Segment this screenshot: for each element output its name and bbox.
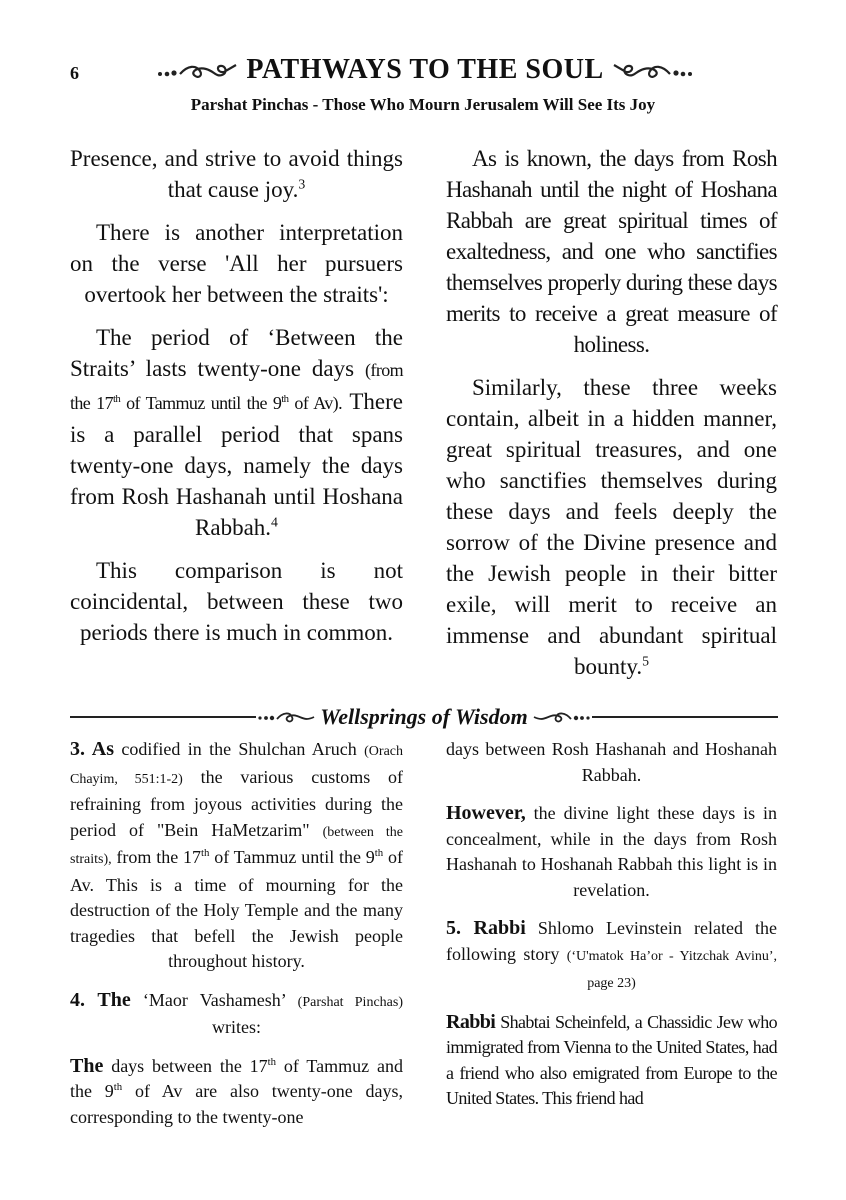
separator-title: Wellsprings of Wisdom bbox=[320, 704, 528, 729]
footnote-continuation: days between Rosh Hashanah and Hoshanah Rabbah. bbox=[446, 739, 777, 785]
left-column bbox=[70, 143, 403, 660]
paragraph: This comparison is not coincidental, between these two periods there is much in common. bbox=[70, 558, 403, 645]
page-subtitle: Parshat Pinchas - Those Who Mourn Jerusalem Will See Its Joy bbox=[190, 95, 656, 114]
paragraph: There is another interpretation on the verse 'All her pursuers overtook her between the straits': bbox=[70, 220, 403, 307]
small-flourish-icon bbox=[256, 708, 316, 726]
footnote-story: Rabbi Shabtai Scheinfeld, a Chassidic Jew who immigrated from Vienna to the United States, had a friend who also emigrated from Europe to the United States. This friend had bbox=[446, 1010, 777, 1108]
page-title: PATHWAYS TO THE SOUL bbox=[246, 54, 604, 85]
footnote-ref: 4 bbox=[271, 514, 278, 530]
header-title-row bbox=[130, 50, 720, 90]
footnotes-right-column bbox=[446, 737, 777, 1125]
footnote-ref: 5 bbox=[642, 653, 650, 669]
paragraph: The period of ‘Between the Straits’ lasts twenty-one days (from the 17th of Tammuz until the 9th of Av). There is a parallel period that spans twenty-one days, namely the days from Rosh Hashanah until Hoshana Rabbah.$^4$ bbox=[70, 325, 404, 540]
footnote-4: 4. The ‘Maor Vashamesh’ (Parshat Pinchas) writes: bbox=[70, 988, 403, 1037]
separator-line bbox=[70, 716, 256, 718]
footnote-4-quote: The days between the 17th of Tammuz and the 9th of Av are also twenty-one days, corresponding to the twenty-one bbox=[70, 1054, 403, 1127]
right-column bbox=[446, 143, 777, 694]
footnotes-left-column bbox=[70, 737, 403, 1143]
footnote-separator bbox=[70, 700, 778, 734]
page-number: 6 bbox=[70, 63, 79, 83]
small-flourish-icon bbox=[532, 708, 592, 726]
separator-line bbox=[592, 716, 778, 718]
right-flourish-icon bbox=[612, 59, 694, 81]
footnote-ref: 3 bbox=[298, 176, 306, 192]
paragraph: Presence, and strive to avoid things that cause joy.$^3$ bbox=[70, 146, 403, 202]
left-flourish-icon bbox=[156, 59, 238, 81]
paragraph: As is known, the days from Rosh Hashanah until the night of Hoshana Rabbah are great spiritual times of exaltedness, and one who sanctifies themselves properly during these days merits to receive a great measure of holiness. bbox=[446, 146, 777, 357]
footnote-5: 5. Rabbi Shlomo Levinstein related the following story (‘U'matok Ha’or - Yitzchak Avinu’, page 23) bbox=[446, 917, 777, 991]
footnote-3: 3. As codified in the Shulchan Aruch (Orach Chayim, 551:1-2) the various customs of refraining from joyous activities during the period of "Bein HaMetzarim" (between the straits), from the 17th of Tammuz until the 9th of Av. This is a time of mourning for the destruction of the Holy Temple and the many tragedies that befell the Jewish people throughout history. bbox=[70, 738, 404, 971]
paragraph: Similarly, these three weeks contain, albeit in a hidden manner, great spiritual treasures, and one who sanctifies themselves during these days and feels deeply the sorrow of the Divine presence and the Jewish people in their bitter exile, will merit to receive an immense and abundant spiritual bounty.$^5$ bbox=[446, 375, 777, 679]
footnote-paragraph: However, the divine light these days is in concealment, while in the days from Rosh Hashanah to Hoshanah Rabbah this light is in revelation. bbox=[446, 802, 777, 900]
